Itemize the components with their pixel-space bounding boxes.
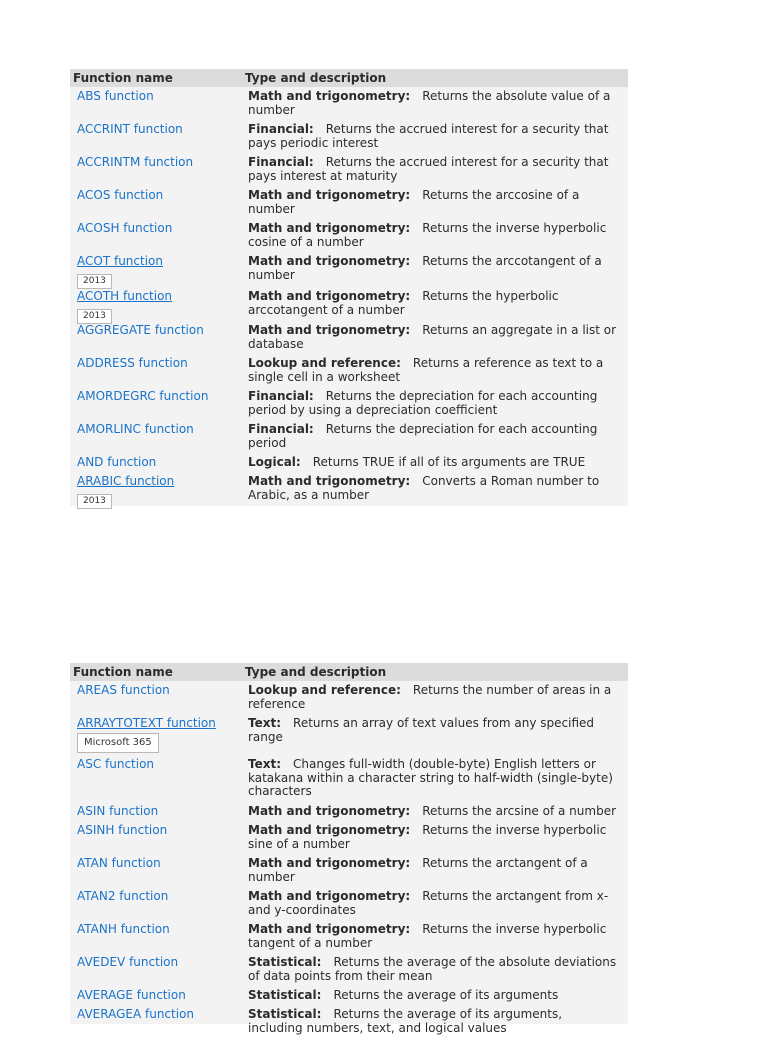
header-type-description: Type and description <box>245 665 387 679</box>
function-link[interactable]: ASINH function <box>77 823 168 837</box>
function-description <box>248 390 620 417</box>
header-function-name: Function name <box>73 665 173 679</box>
function-description <box>248 857 620 884</box>
table-row <box>70 186 628 219</box>
function-link[interactable]: AND function <box>77 455 157 469</box>
function-description-text: Returns the number of areas in a reference <box>248 683 612 711</box>
version-badge: Microsoft 365 <box>77 733 159 753</box>
function-category: Math and trigonometry: <box>248 188 411 202</box>
table-header <box>70 69 628 87</box>
function-link[interactable]: ASIN function <box>77 804 159 818</box>
function-link[interactable]: ARABIC function <box>77 474 175 488</box>
function-description-text: Returns the arctangent from x- and y-coordinates <box>248 889 609 917</box>
function-description-text: Returns the absolute value of a number <box>248 89 611 117</box>
function-link[interactable]: ASC function <box>77 757 155 771</box>
function-description <box>248 156 620 183</box>
table-row <box>70 120 628 153</box>
function-link[interactable]: AMORDEGRC function <box>77 389 209 403</box>
function-description <box>248 189 620 216</box>
table-row <box>70 252 628 287</box>
function-link[interactable]: AMORLINC function <box>77 422 194 436</box>
table-header <box>70 663 628 681</box>
header-function-name: Function name <box>73 71 173 85</box>
function-category: Math and trigonometry: <box>248 254 411 268</box>
function-category: Text: <box>248 716 282 730</box>
table-row <box>70 321 628 354</box>
function-category: Logical: <box>248 455 301 469</box>
table-row <box>70 802 628 821</box>
function-description <box>248 923 620 950</box>
header-type-description: Type and description <box>245 71 387 85</box>
function-category: Math and trigonometry: <box>248 221 411 235</box>
function-category: Math and trigonometry: <box>248 804 411 818</box>
function-description-text: Returns the average of its arguments, including numbers, text, and logical values <box>248 1007 563 1035</box>
function-link[interactable]: AVERAGEA function <box>77 1007 195 1021</box>
function-table-2 <box>70 663 628 1035</box>
function-description <box>248 475 620 502</box>
table-row <box>70 681 628 714</box>
function-category: Text: <box>248 757 282 771</box>
function-description <box>248 890 620 917</box>
function-description <box>248 684 620 711</box>
function-link[interactable]: AGGREGATE function <box>77 323 204 337</box>
function-description <box>248 956 620 983</box>
function-description <box>248 824 620 851</box>
function-description <box>248 290 620 317</box>
function-description-text: Returns TRUE if all of its arguments are TRUE <box>312 455 586 469</box>
function-category: Financial: <box>248 122 314 136</box>
function-description <box>248 255 620 282</box>
function-description-text: Returns the arccotangent of a number <box>248 254 602 282</box>
function-description-text: Returns an array of text values from any specified range <box>248 716 595 744</box>
function-description <box>248 423 620 450</box>
table-row <box>70 755 628 802</box>
function-category: Lookup and reference: <box>248 683 401 697</box>
function-description <box>248 758 620 799</box>
function-description <box>248 717 620 744</box>
function-category: Statistical: <box>248 1007 322 1021</box>
function-description-text: Returns the hyperbolic arccotangent of a number <box>248 289 559 317</box>
function-link[interactable]: AVEDEV function <box>77 955 179 969</box>
function-category: Math and trigonometry: <box>248 323 411 337</box>
table-row <box>70 986 628 1005</box>
table-row <box>70 87 628 120</box>
table-row <box>70 821 628 854</box>
function-description-text: Returns the inverse hyperbolic tangent of a number <box>248 922 607 950</box>
function-description-text: Returns the inverse hyperbolic cosine of a number <box>248 221 607 249</box>
function-category: Math and trigonometry: <box>248 89 411 103</box>
table-row <box>70 953 628 986</box>
function-category: Math and trigonometry: <box>248 922 411 936</box>
function-category: Math and trigonometry: <box>248 856 411 870</box>
function-description <box>248 90 620 117</box>
function-category: Financial: <box>248 422 314 436</box>
function-description <box>248 805 620 819</box>
function-description-text: Returns the arcsine of a number <box>422 804 617 818</box>
table-row <box>70 453 628 472</box>
function-link[interactable]: ATAN2 function <box>77 889 169 903</box>
function-description-text: Returns the average of its arguments <box>333 988 559 1002</box>
table-row <box>70 153 628 186</box>
function-link[interactable]: AREAS function <box>77 683 170 697</box>
version-badge: 2013 <box>77 494 112 509</box>
table-row <box>70 219 628 252</box>
function-link[interactable]: ABS function <box>77 89 154 103</box>
version-badge: 2013 <box>77 309 112 324</box>
function-description-text: Returns the inverse hyperbolic sine of a number <box>248 823 607 851</box>
function-link[interactable]: ATANH function <box>77 922 170 936</box>
function-description <box>248 1008 620 1035</box>
table-row <box>70 714 628 755</box>
function-link[interactable]: ACOTH function <box>77 289 173 303</box>
function-link[interactable]: ACCRINT function <box>77 122 183 136</box>
function-description-text: Converts a Roman number to Arabic, as a number <box>248 474 600 502</box>
function-link[interactable]: AVERAGE function <box>77 988 186 1002</box>
function-category: Math and trigonometry: <box>248 474 411 488</box>
function-description-text: Returns a reference as text to a single cell in a worksheet <box>248 356 604 384</box>
function-description <box>248 222 620 249</box>
function-link[interactable]: ACOSH function <box>77 221 173 235</box>
function-category: Math and trigonometry: <box>248 289 411 303</box>
function-description-text: Returns the accrued interest for a security that pays periodic interest <box>248 122 609 150</box>
table-row <box>70 854 628 887</box>
function-description-text: Changes full-width (double-byte) English letters or katakana within a character string to half-width (single-byte) characters <box>248 757 613 798</box>
table-row <box>70 420 628 453</box>
table-row <box>70 387 628 420</box>
function-category: Math and trigonometry: <box>248 823 411 837</box>
function-link[interactable]: ATAN function <box>77 856 161 870</box>
table-row <box>70 354 628 387</box>
function-description-text: Returns an aggregate in a list or database <box>248 323 617 351</box>
function-description <box>248 324 620 351</box>
function-link[interactable]: ACCRINTM function <box>77 155 194 169</box>
function-category: Lookup and reference: <box>248 356 401 370</box>
version-badge: 2013 <box>77 274 112 289</box>
function-description <box>248 357 620 384</box>
table-row <box>70 1005 628 1038</box>
function-description-text: Returns the arctangent of a number <box>248 856 588 884</box>
function-description <box>248 456 620 470</box>
function-description-text: Returns the accrued interest for a security that pays interest at maturity <box>248 155 609 183</box>
table-row <box>70 287 628 321</box>
function-link[interactable]: ACOS function <box>77 188 164 202</box>
function-description-text: Returns the average of the absolute deviations of data points from their mean <box>248 955 617 983</box>
table-row <box>70 472 628 506</box>
function-link[interactable]: ADDRESS function <box>77 356 188 370</box>
function-category: Financial: <box>248 389 314 403</box>
function-description <box>248 989 620 1003</box>
table-row <box>70 887 628 920</box>
function-category: Financial: <box>248 155 314 169</box>
function-description-text: Returns the depreciation for each accounting period by using a depreciation coefficient <box>248 389 598 417</box>
function-link[interactable]: ACOT function <box>77 254 163 268</box>
function-category: Statistical: <box>248 988 322 1002</box>
function-table-1 <box>70 69 628 506</box>
function-category: Statistical: <box>248 955 322 969</box>
function-link[interactable]: ARRAYTOTEXT function <box>77 716 216 730</box>
function-description-text: Returns the depreciation for each accounting period <box>248 422 598 450</box>
function-category: Math and trigonometry: <box>248 889 411 903</box>
table-row <box>70 920 628 953</box>
function-description-text: Returns the arccosine of a number <box>248 188 580 216</box>
function-description <box>248 123 620 150</box>
